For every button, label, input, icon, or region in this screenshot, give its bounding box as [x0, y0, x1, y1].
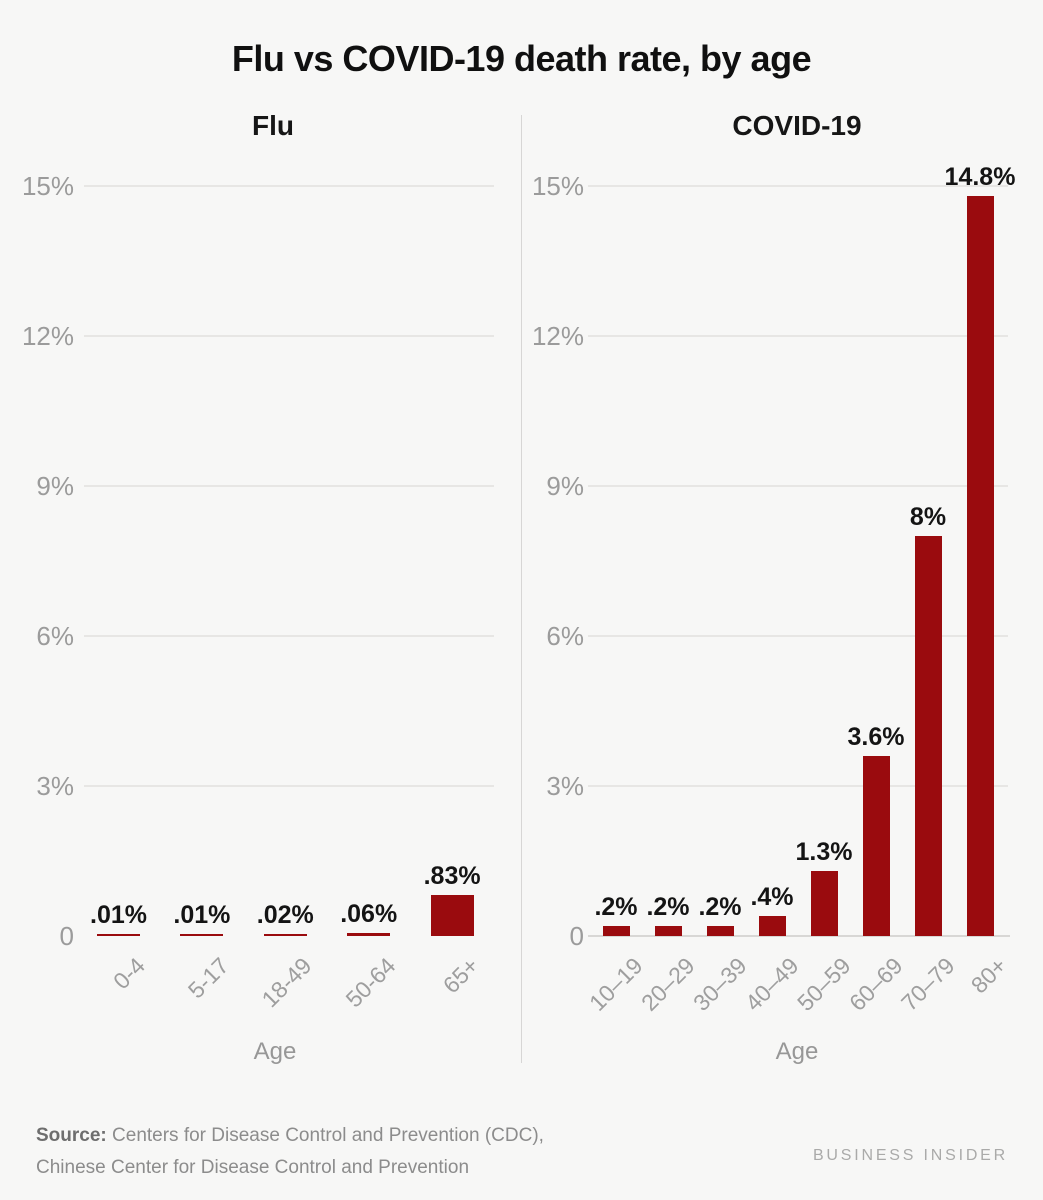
bar-value-label: .2%	[698, 893, 742, 921]
x-axis-tick-label: 0-4	[108, 952, 151, 995]
bar	[603, 926, 630, 936]
bar-value-label: .02%	[256, 901, 314, 929]
bar	[863, 756, 890, 936]
x-axis-tick-label: 50–59	[792, 952, 856, 1016]
y-axis-tick-label: 3%	[36, 771, 74, 801]
bar-value-label: .06%	[340, 900, 398, 928]
bar	[655, 926, 682, 936]
y-axis-tick-label: 9%	[546, 471, 584, 501]
bar	[915, 536, 942, 936]
y-axis-tick-label: 0	[569, 921, 584, 951]
bar	[97, 934, 140, 936]
gridline	[588, 785, 1008, 787]
zero-baseline	[588, 935, 1010, 937]
y-axis-tick-label: 15%	[21, 171, 74, 201]
y-axis-tick-label: 6%	[36, 621, 74, 651]
gridline	[588, 635, 1008, 637]
x-axis-tick-label: 65+	[437, 952, 484, 999]
covid-chart-subtitle: COVID-19	[732, 110, 862, 141]
x-axis-tick-label: 30–39	[688, 952, 752, 1016]
gridline	[588, 485, 1008, 487]
x-axis-tick-label: 20–29	[636, 952, 700, 1016]
gridline	[84, 635, 494, 637]
x-axis-tick-label: 5-17	[182, 952, 234, 1004]
x-axis-tick-label: 70–79	[896, 952, 960, 1016]
y-axis-tick-label: 0	[59, 921, 74, 951]
bar-value-label: 1.3%	[795, 838, 853, 866]
bar-value-label: .4%	[750, 883, 794, 911]
gridline	[84, 785, 494, 787]
flu-chart-subtitle: Flu	[252, 110, 294, 141]
x-axis-tick-label: 50-64	[340, 952, 401, 1013]
y-axis-tick-label: 12%	[21, 321, 74, 351]
bar	[347, 933, 390, 936]
bar-value-label: .83%	[423, 861, 481, 890]
bar	[759, 916, 786, 936]
x-axis-tick-label: 60–69	[844, 952, 908, 1016]
bar	[180, 934, 223, 936]
chart-title: Flu vs COVID-19 death rate, by age	[231, 38, 812, 79]
bar-value-label: 3.6%	[847, 723, 905, 751]
bar-value-label: 8%	[909, 503, 947, 531]
bar-value-label: .2%	[646, 893, 690, 921]
gridline	[588, 335, 1008, 337]
covid-x-axis-title: Age	[775, 1038, 819, 1065]
flu-x-axis-title: Age	[253, 1038, 297, 1065]
panel-divider	[521, 115, 522, 1063]
x-axis-tick-label: 40–49	[740, 952, 804, 1016]
gridline	[84, 185, 494, 187]
gridline	[84, 485, 494, 487]
y-axis-tick-label: 15%	[531, 171, 584, 201]
x-axis-tick-label: 10–19	[584, 952, 648, 1016]
brand-wordmark: BUSINESS INSIDER	[812, 1147, 1008, 1164]
y-axis-tick-label: 12%	[531, 321, 584, 351]
bar-value-label: 14.8%	[944, 163, 1016, 191]
bar-value-label: .01%	[90, 901, 147, 929]
source-credit	[36, 1120, 596, 1184]
y-axis-tick-label: 3%	[546, 771, 584, 801]
y-axis-tick-label: 6%	[546, 621, 584, 651]
source-line: Source: Centers for Disease Control and Prevention (CDC),	[36, 1125, 544, 1146]
x-axis-tick-label: 80+	[965, 952, 1012, 999]
bar	[967, 196, 994, 936]
bar	[811, 871, 838, 936]
source-line: Chinese Center for Disease Control and Prevention	[36, 1157, 470, 1178]
bar-value-label: .01%	[173, 901, 231, 929]
gridline	[84, 335, 494, 337]
y-axis-tick-label: 9%	[36, 471, 74, 501]
bar	[431, 895, 474, 937]
bar	[707, 926, 734, 936]
source-label: Source:	[36, 1125, 113, 1146]
bar	[264, 934, 307, 936]
x-axis-tick-label: 18-49	[257, 952, 317, 1013]
bar-value-label: .2%	[594, 893, 638, 921]
